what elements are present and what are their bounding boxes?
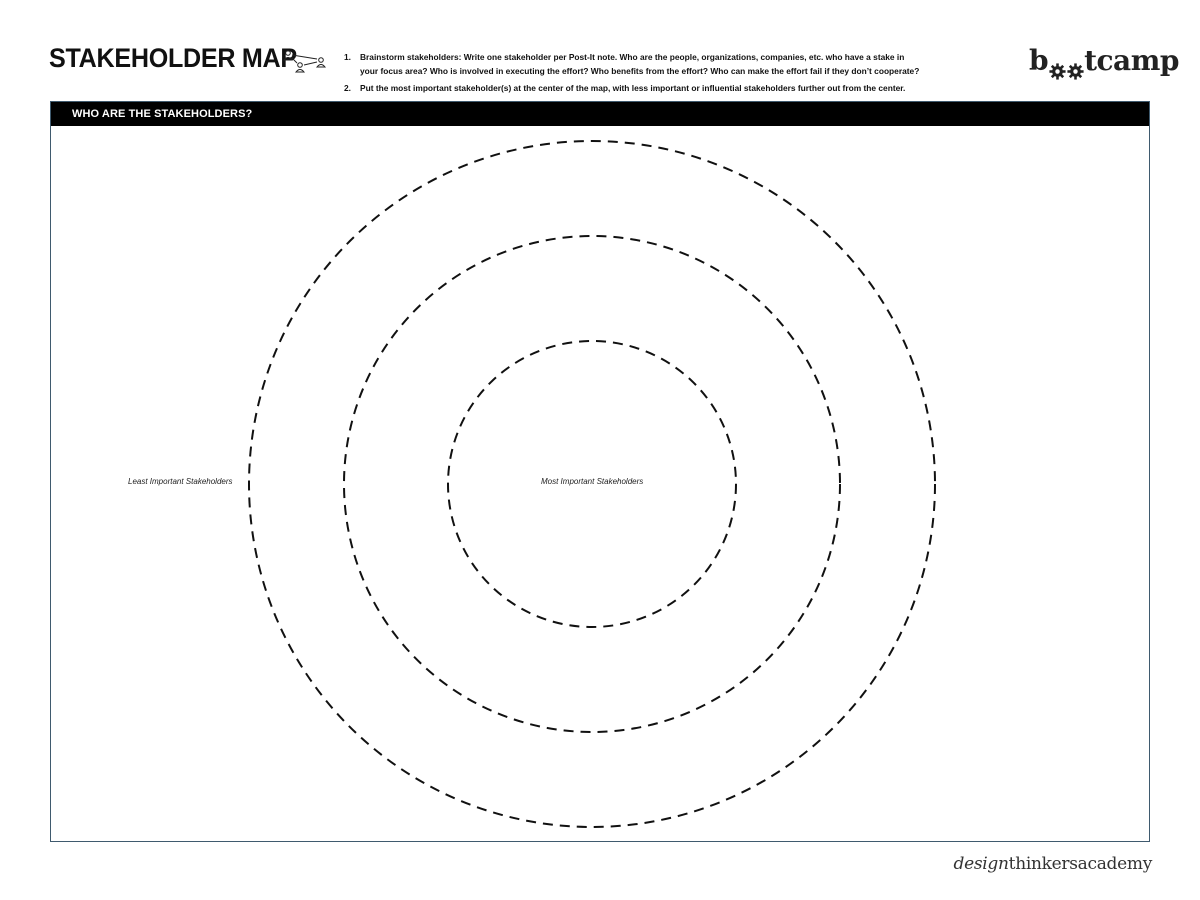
instruction-text: Put the most important stakeholder(s) at the center of the map, with less important or influential stakeholders further out from the center. <box>360 83 906 93</box>
footer-brand-italic: design <box>953 854 1009 874</box>
bootcamp-logo <box>1029 40 1179 80</box>
instruction-text: Brainstorm stakeholders: Write one stakeholder per Post-It note. Who are the people, organizations, companies, etc. who have a stake in <box>360 52 905 62</box>
instructions-list <box>344 50 954 98</box>
footer-brand-regular: thinkersacademy <box>1008 854 1152 874</box>
instruction-text: your focus area? Who is involved in executing the effort? Who benefits from the effort? Who can make the effort fail if they don’t cooperate? <box>360 66 920 76</box>
gear-icon <box>1067 54 1084 71</box>
logo-text-end: tcamp <box>1084 43 1179 77</box>
gear-icon <box>1049 54 1066 71</box>
stakeholder-network-icon <box>282 48 328 81</box>
stakeholder-panel <box>50 101 1150 842</box>
instruction-item <box>344 81 954 95</box>
most-important-label: Most Important Stakeholders <box>541 477 644 486</box>
instruction-number: 2. <box>344 83 351 93</box>
instruction-item <box>344 50 954 78</box>
logo-text-start: b <box>1029 43 1049 77</box>
instruction-number: 1. <box>344 52 351 62</box>
footer-brand <box>954 854 1152 874</box>
panel-header: WHO ARE THE STAKEHOLDERS? <box>51 102 1149 126</box>
page-title: STAKEHOLDER MAP <box>49 43 297 73</box>
least-important-label: Least Important Stakeholders <box>128 477 233 486</box>
